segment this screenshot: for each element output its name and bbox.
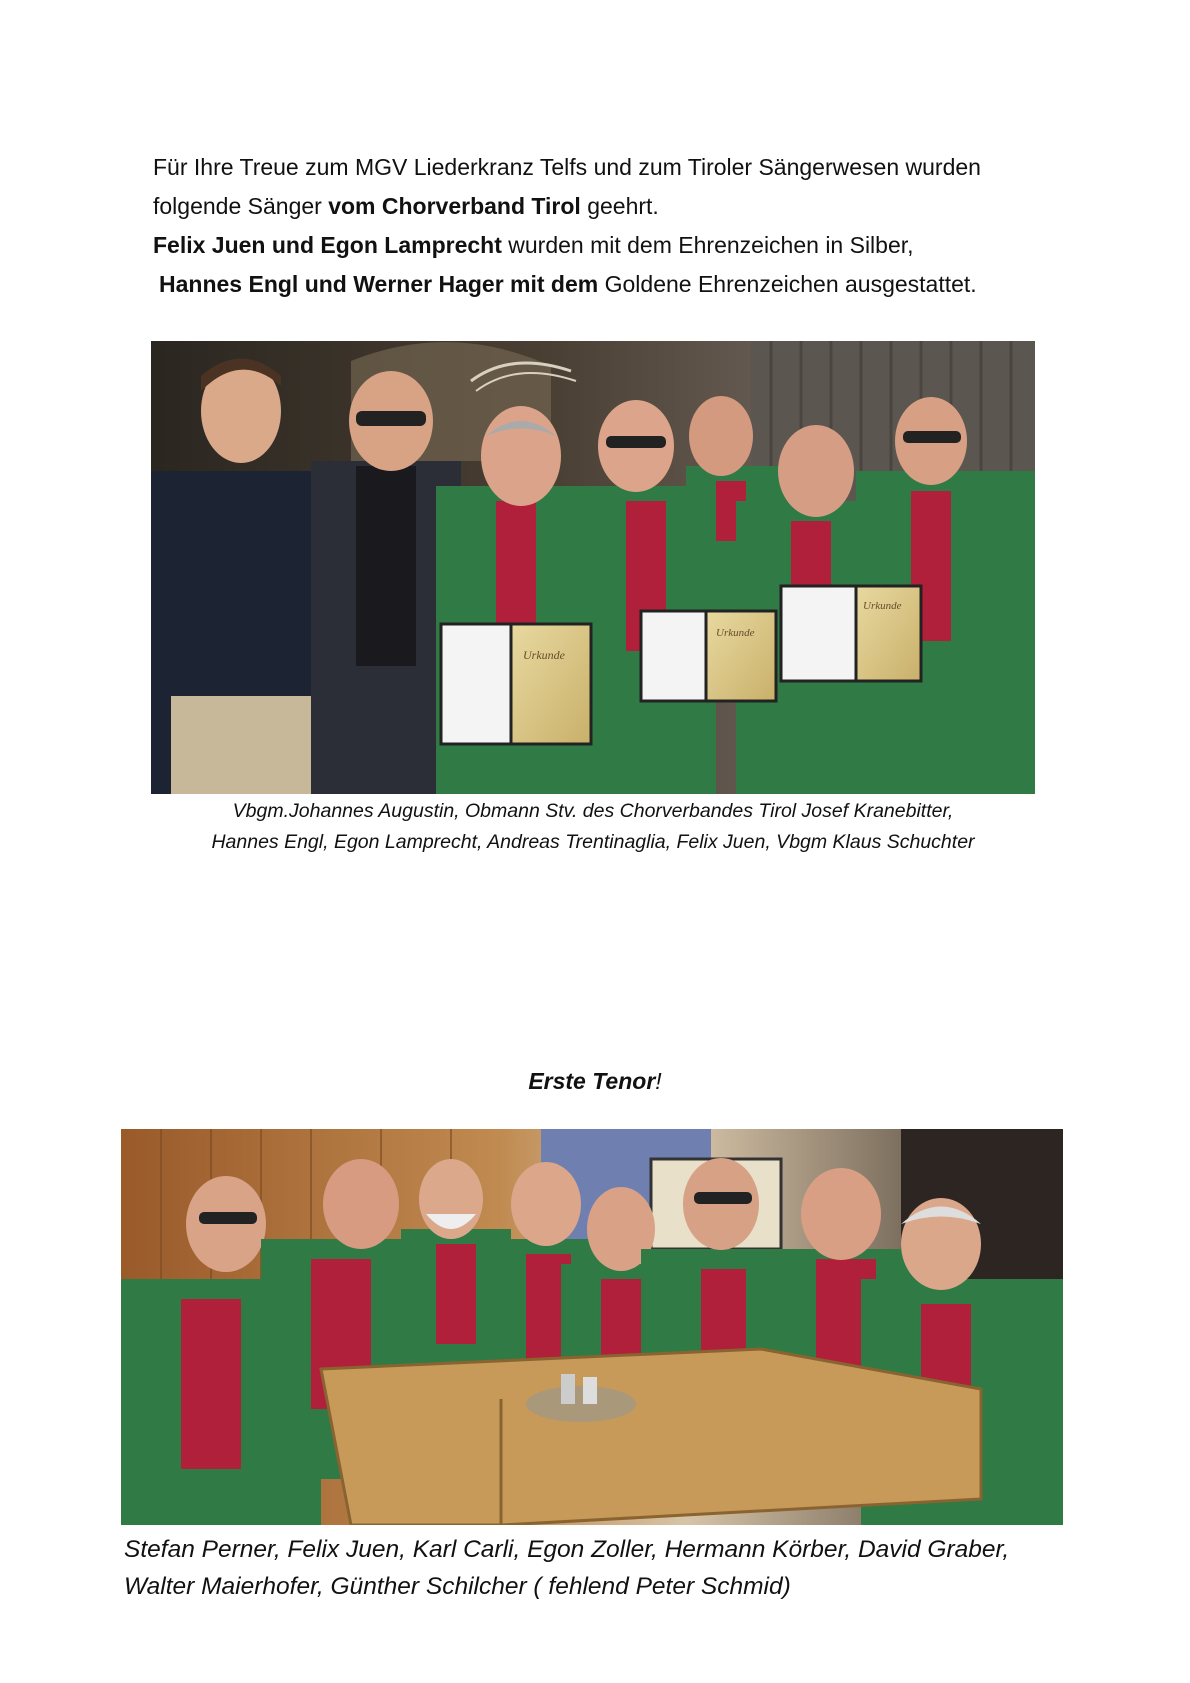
intro-line-3: Felix Juen und Egon Lamprecht wurden mit dem Ehrenzeichen in Silber, xyxy=(153,232,914,258)
intro-bold-gold-honorees: Hannes Engl und Werner Hager mit dem xyxy=(159,271,599,297)
award-ceremony-photo xyxy=(151,341,1035,794)
photo1-caption xyxy=(151,796,1035,858)
svg-text:Urkunde: Urkunde xyxy=(716,627,755,639)
photo2-caption-line-2: Walter Maierhofer, Günther Schilcher ( fehlend Peter Schmid) xyxy=(124,1573,791,1600)
intro-bold-chorverband: vom Chorverband Tirol xyxy=(328,193,581,219)
intro-line-2: folgende Sänger vom Chorverband Tirol geehrt. xyxy=(153,193,659,219)
svg-text:Urkunde: Urkunde xyxy=(523,648,565,662)
photo2-caption xyxy=(124,1531,1124,1605)
certificate-right xyxy=(781,586,921,681)
intro-text xyxy=(153,148,1133,304)
photo2-caption-line-1: Stefan Perner, Felix Juen, Karl Carli, Egon Zoller, Hermann Körber, David Graber, xyxy=(124,1536,1010,1563)
tenor-group-photo xyxy=(121,1129,1063,1525)
intro-line-1: Für Ihre Treue zum MGV Liederkranz Telfs und zum Tiroler Sängerwesen wurden xyxy=(153,154,981,180)
svg-text:Urkunde: Urkunde xyxy=(863,600,902,612)
photo1-caption-line-1: Vbgm.Johannes Augustin, Obmann Stv. des Chorverbandes Tirol Josef Kranebitter, xyxy=(232,800,954,822)
certificate-middle xyxy=(641,611,776,701)
photo1-caption-line-2: Hannes Engl, Egon Lamprecht, Andreas Trentinaglia, Felix Juen, Vbgm Klaus Schuchter xyxy=(211,831,975,853)
intro-bold-silver-honorees: Felix Juen und Egon Lamprecht xyxy=(153,232,502,258)
section-heading: Erste Tenor! xyxy=(528,1068,662,1094)
intro-line-4: Hannes Engl und Werner Hager mit dem Goldene Ehrenzeichen ausgestattet. xyxy=(159,271,977,297)
certificate-left xyxy=(441,624,591,744)
